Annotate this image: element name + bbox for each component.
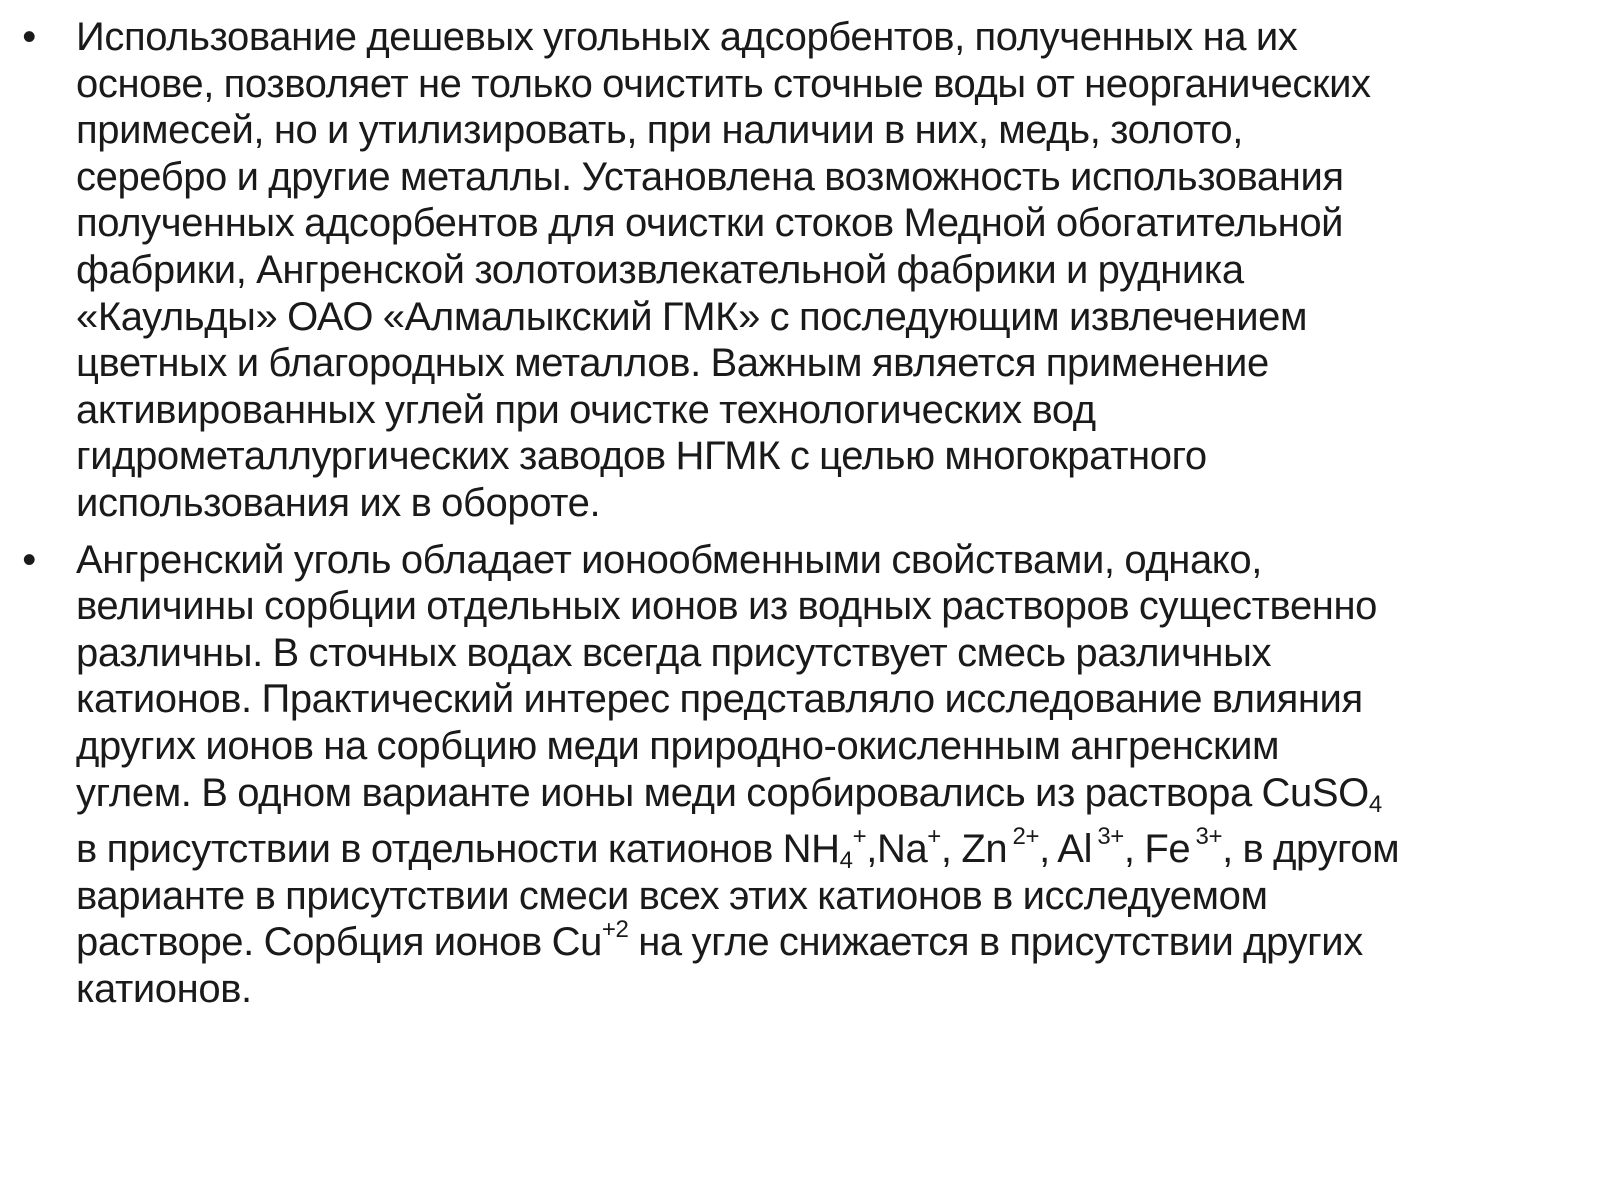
text-line: гидрометаллургических заводов НГМК с целью многократного xyxy=(76,434,1207,479)
text-run: в присутствии в отдельности катионов NH xyxy=(76,827,840,872)
text-run: , Fe xyxy=(1123,827,1191,872)
text-run: углем. В одном варианте ионы меди сорбировались из раствора CuSO xyxy=(76,770,1369,815)
bullet-item-adsorbents xyxy=(0,14,1600,527)
text-line: величины сорбции отдельных ионов из водных растворов существенно xyxy=(76,584,1378,629)
subscript: 4 xyxy=(839,847,853,875)
text-line: основе, позволяет не только очистить сточные воды от неорганических xyxy=(76,61,1371,106)
text-run: , Zn xyxy=(940,827,1008,872)
text-line: различны. В сточных водах всегда присутствует смесь различных xyxy=(76,630,1272,675)
superscript: + xyxy=(852,823,867,851)
text-line: активированных углей при очистке технологических вод xyxy=(76,387,1096,432)
superscript: 3+ xyxy=(1092,823,1124,851)
text-run: растворе. Сорбция ионов Cu xyxy=(76,920,602,965)
text-line: катионов. xyxy=(76,966,252,1011)
subscript: 4 xyxy=(1368,790,1382,818)
text-line: цветных и благородных металлов. Важным является применение xyxy=(76,341,1269,386)
text-line: полученных адсорбентов для очистки стоков Медной обогатительной xyxy=(76,201,1344,246)
text-line: катионов. Практический интерес представляло исследование влияния xyxy=(76,677,1363,722)
text-line: использования их в обороте. xyxy=(76,480,601,525)
bullet-list xyxy=(0,14,1600,1022)
superscript: +2 xyxy=(601,916,629,944)
bullet-dot-icon: • xyxy=(22,537,36,582)
bullet-item-angren-coal xyxy=(0,537,1600,1013)
text-line-cations xyxy=(76,823,1570,875)
text-line: фабрики, Ангренской золотоизвлекательной фабрики и рудника xyxy=(76,247,1244,292)
text-line: серебро и другие металлы. Установлена возможность использования xyxy=(76,154,1344,199)
text-line: варианте в присутствии смеси всех этих катионов в исследуемом xyxy=(76,873,1268,918)
text-run: , Al xyxy=(1039,827,1093,872)
text-line-cu xyxy=(76,916,1570,966)
text-run: на угле снижается в присутствии других xyxy=(628,920,1363,965)
text-line: Ангренский уголь обладает ионообменными свойствами, однако, xyxy=(76,537,1262,582)
text-run: , в другом xyxy=(1222,827,1400,872)
superscript: 2+ xyxy=(1007,823,1040,851)
text-run: ,Na xyxy=(866,827,928,872)
text-line: «Каульды» ОАО «Алмалыкский ГМК» с последующим извлечением xyxy=(76,294,1308,339)
bullet-dot-icon: • xyxy=(22,15,36,59)
superscript: + xyxy=(927,823,941,851)
text-line: других ионов на сорбцию меди природно-окисленным ангренским xyxy=(76,723,1280,768)
text-line-cuso4 xyxy=(76,770,1570,817)
superscript: 3+ xyxy=(1190,823,1223,851)
text-line: примесей, но и утилизировать, при наличии в них, медь, золото, xyxy=(76,108,1243,153)
text-line: Использование дешевых угольных адсорбентов, полученных на их xyxy=(76,15,1298,59)
